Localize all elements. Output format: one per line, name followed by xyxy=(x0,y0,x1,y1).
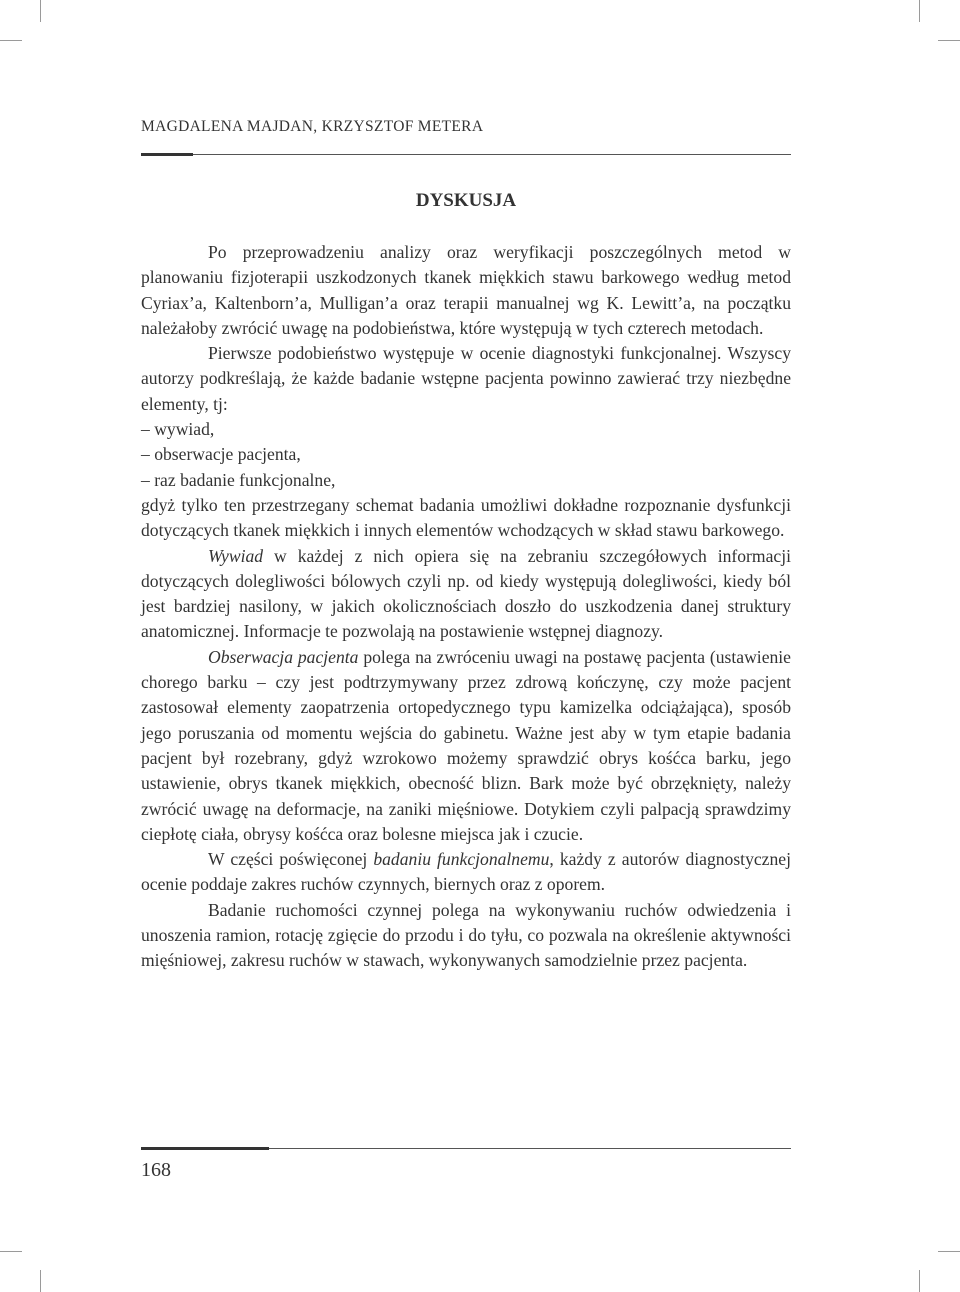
paragraph-text: w każdej z nich opiera się na zebraniu szczegółowych informacji dotyczących dolegliwości bólowych czyli np. od kiedy występują dolegliwości, kiedy ból jest bardziej nasilony, w jakich okolicznościach doszło do uszkodzenia danej struktury anatomicznej. Informacje te pozwolają na postawienie wstępnej diagnozy. xyxy=(141,545,791,642)
paragraph xyxy=(141,645,791,847)
emphasis-term: Obserwacja pacjenta xyxy=(208,646,359,667)
crop-mark xyxy=(919,0,920,22)
crop-mark xyxy=(938,1251,960,1252)
body-text xyxy=(141,240,791,974)
paragraph: Badanie ruchomości czynnej polega na wykonywaniu ruchów odwiedzenia i unoszenia ramion, rotację zgięcie do przodu i do tyłu, co pozwala na określenie aktywności mięśniowej, zakresu ruchów w stawach, wykonywanych samodzielnie przez pacjenta. xyxy=(141,899,791,971)
crop-mark xyxy=(0,1251,22,1252)
paragraph-text: polega na zwróceniu uwagi na postawę pacjenta (ustawienie chorego barku – czy jest podtrzymywany przez zdrową kończynę, czy może pacjent zastosował elementy zaopatrzenia ortopedycznego typu kamizelka odciążająca), sposób jego poruszania od momentu wejścia do gabinetu. Ważne jest aby w tym etapie badania pacjent był rozebrany, gdyż wzrokowo możemy sprawdzić obrys kośćca barku, jego ustawienie, obrys tkanek miękkich, obecność blizn. Bark może być obrzęknięty, należy zwrócić uwagę na deformacje, na zaniki mięśniowe. Dotykiem czyli palpacją sprawdzimy ciepłotę ciała, obrysy kośćca oraz bolesne miejsca jak i czucie. xyxy=(141,646,791,844)
crop-mark xyxy=(40,1270,41,1292)
header-rule-accent xyxy=(141,153,193,156)
emphasis-term: Wywiad xyxy=(208,545,264,566)
header-rule xyxy=(141,154,791,155)
page-number: 168 xyxy=(141,1159,171,1181)
paragraph-text: , każdy z autorów diagnostycznej ocenie poddaje zakres ruchów czynnych, biernych oraz z oporem. xyxy=(141,849,791,895)
crop-mark xyxy=(919,1270,920,1292)
paragraph: Po przeprowadzeniu analizy oraz weryfikacji poszczególnych metod w planowaniu fizjoterapii uszkodzonych tkanek miękkich stawu barkowego według metod Cyriax’a, Kaltenborn’a, Mulligan’a oraz terapii manualnej wg K. Lewitt’a, na początku należałoby zwrócić uwagę na podobieństwa, które występują w tych czterech metodach. xyxy=(141,242,791,338)
paragraph-text: W części poświęconej xyxy=(208,849,374,870)
emphasis-term: badaniu funkcjonalnemu xyxy=(373,849,550,870)
paragraph xyxy=(141,544,791,645)
list-item: – obserwacje pacjenta, xyxy=(141,444,301,465)
section-heading: DYSKUSJA xyxy=(415,190,517,211)
crop-mark xyxy=(0,40,22,41)
crop-mark xyxy=(40,0,41,22)
crop-mark xyxy=(938,40,960,41)
footer-rule-accent xyxy=(141,1147,269,1150)
running-head: MAGDALENA MAJDAN, KRZYSZTOF METERA xyxy=(141,118,484,135)
list-item: – raz badanie funkcjonalne, xyxy=(141,469,336,490)
paragraph: gdyż tylko ten przestrzegany schemat badania umożliwi dokładne rozpoznanie dysfunkcji dotyczących tkanek miękkich i innych elementów wchodzących w skład stawu barkowego. xyxy=(141,494,791,541)
paragraph: Pierwsze podobieństwo występuje w ocenie diagnostyki funkcjonalnej. Wszyscy autorzy podkreślają, że każde badanie wstępne pacjenta powinno zawierać trzy niezbędne elementy, tj: xyxy=(141,343,791,414)
list-item: – wywiad, xyxy=(141,419,215,440)
paragraph xyxy=(141,847,791,898)
